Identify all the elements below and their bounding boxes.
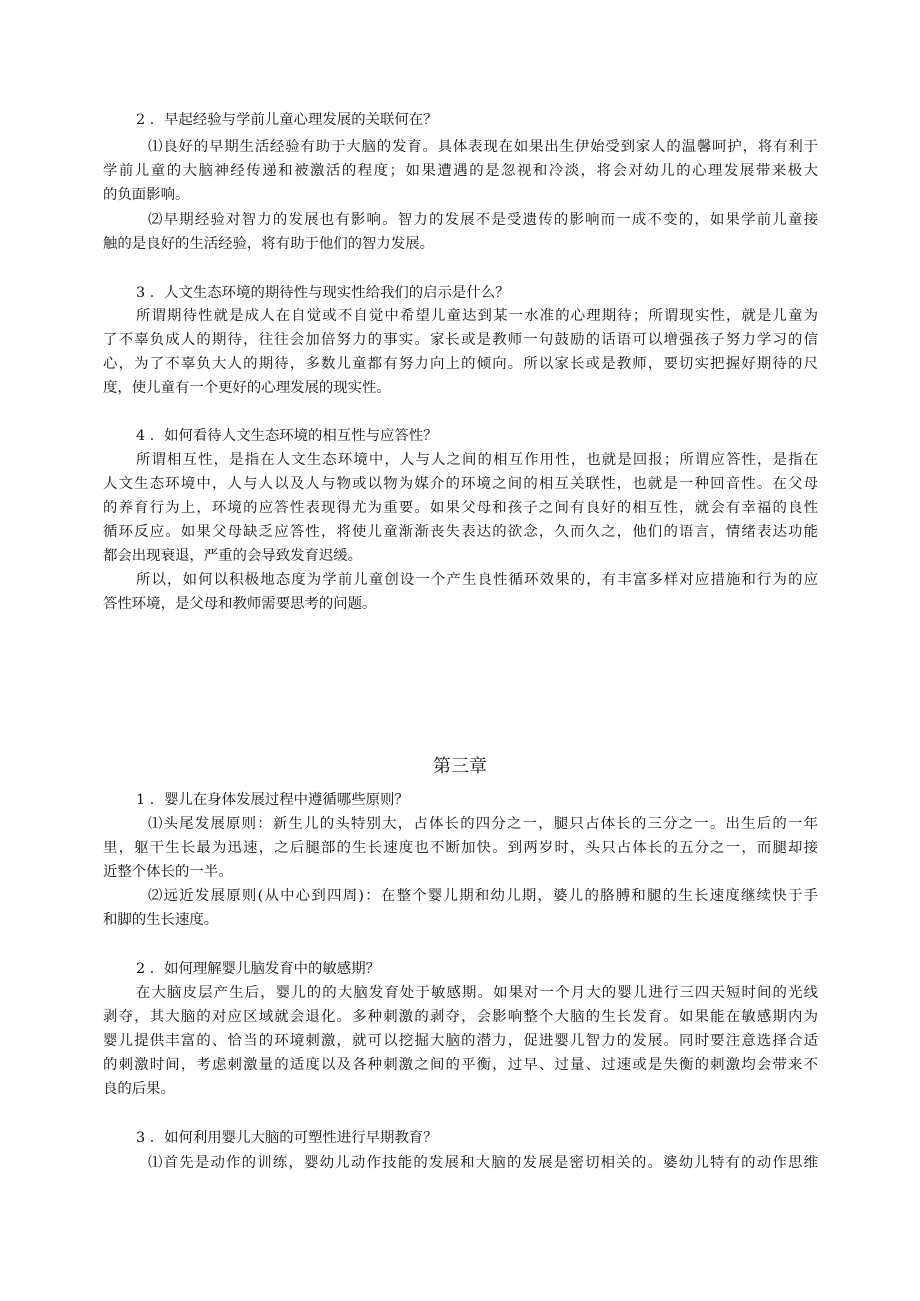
question-heading: 4 ．如何看待人文生态环境的相互性与应答性？ bbox=[136, 428, 438, 444]
question-heading: 1 ．婴儿在身体发展过程中遵循哪些原则？ bbox=[136, 792, 409, 808]
paragraph-line: 都会出现衰退，严重的会导致发育迟缓。 bbox=[103, 548, 363, 564]
paragraph-line: 婴儿提供丰富的、恰当的环境刺激，就可以挖掘大脑的潜力，促进婴儿智力的发展。同时要注意选择合适 bbox=[103, 1033, 818, 1049]
paragraph-line: 里，躯干生长最为迅速，之后腿部的生长速度也不断加快。到两岁时，头只占体长的五分之一，而腿却接 bbox=[103, 840, 818, 856]
paragraph-line: 和脚的生长速度。 bbox=[103, 912, 219, 928]
question-heading: 3 ．如何利用婴儿大脑的可塑性进行早期教育？ bbox=[136, 1130, 438, 1146]
paragraph-line: 学前儿童的大脑神经传递和被激活的程度；如果遭遇的是忽视和冷淡，将会对幼儿的心理发展带来极大 bbox=[103, 163, 818, 179]
paragraph-line: 循环反应。如果父母缺乏应答性，将使儿童渐渐丧失表达的欲念，久而久之，他们的语言，情绪表达功能 bbox=[103, 524, 818, 540]
paragraph-line: ⑴良好的早期生活经验有助于大脑的发育。具体表现在如果出生伊始受到家人的温馨呵护，将有利于 bbox=[148, 139, 818, 155]
paragraph-line: ⑴头尾发展原则：新生儿的头特别大，占体长的四分之一，腿只占体长的三分之一。出生后的一年 bbox=[148, 816, 818, 832]
paragraph-line: ⑴首先是动作的训练，婴幼儿动作技能的发展和大脑的发展是密切相关的。婆幼儿特有的动作思维 bbox=[148, 1155, 818, 1171]
paragraph-line: 的负面影响。 bbox=[103, 187, 190, 203]
paragraph-line: 触的是良好的生活经验，将有助于他们的智力发展。 bbox=[103, 236, 434, 252]
paragraph-line: 所谓期待性就是成人在自觉或不自觉中希望儿童达到某一水准的心理期待；所谓现实性，就是儿童为 bbox=[136, 308, 818, 324]
paragraph-line: 人文生态环境中，人与人以及人与物或以物为媒介的环境之间的相互关联性，也就是一种回音性。在父母 bbox=[103, 476, 818, 492]
paragraph-line: ⑵早期经验对智力的发展也有影响。智力的发展不是受遗传的影响而一成不变的，如果学前儿童接 bbox=[148, 212, 818, 228]
paragraph-line: 所谓相互性，是指在人文生态环境中，人与人之间的相互作用性，也就是回报；所谓应答性，是指在 bbox=[136, 452, 818, 468]
paragraph-line: 在大脑皮层产生后，婴儿的的大脑发育处于敏感期。如果对一个月大的婴儿进行三四天短时间的光线 bbox=[136, 985, 818, 1001]
question-heading: 2 ．早起经验与学前儿童心理发展的关联何在？ bbox=[136, 112, 438, 128]
paragraph-line: ⑵远近发展原则(从中心到四周)：在整个婴儿期和幼儿期，婆儿的胳膊和腿的生长速度继续快于手 bbox=[148, 888, 818, 904]
paragraph-line: 剥夺，其大脑的对应区域就会退化。多种刺激的剥夺，会影响整个大脑的生长发育。如果能在敏感期内为 bbox=[103, 1009, 818, 1025]
paragraph-line: 的刺激时间，考虑刺激量的适度以及各种刺激之间的平衡，过早、过量、过速或是失衡的刺激均会带来不 bbox=[103, 1057, 818, 1073]
question-heading: 2 ．如何理解婴儿脑发育中的敏感期？ bbox=[136, 961, 380, 977]
paragraph-line: 了不辜负成人的期待，往往会加倍努力的事实。家长或是教师一句鼓励的话语可以增强孩子努力学习的信 bbox=[103, 332, 818, 348]
question-heading: 3 ．人文生态环境的期待性与现实性给我们的启示是什么？ bbox=[136, 285, 510, 301]
paragraph-line: 近整个体长的一半。 bbox=[103, 864, 233, 880]
paragraph-line: 心，为了不辜负大人的期待，多数儿童都有努力向上的倾向。所以家长或是教师，要切实把握好期待的尺 bbox=[103, 356, 818, 372]
paragraph-line: 良的后果。 bbox=[103, 1081, 175, 1097]
paragraph-line: 的养育行为上，环境的应答性表现得尤为重要。如果父母和孩子之间有良好的相互性，就会有幸福的良性 bbox=[103, 500, 818, 516]
chapter-title: 第三章 bbox=[433, 756, 487, 777]
paragraph-line: 所以，如何以积极地态度为学前儿童创设一个产生良性循环效果的，有丰富多样对应措施和行为的应 bbox=[136, 572, 818, 588]
paragraph-line: 答性环境，是父母和教师需要思考的问题。 bbox=[103, 596, 377, 612]
paragraph-line: 度，使儿童有一个更好的心理发展的现实性。 bbox=[103, 380, 391, 396]
